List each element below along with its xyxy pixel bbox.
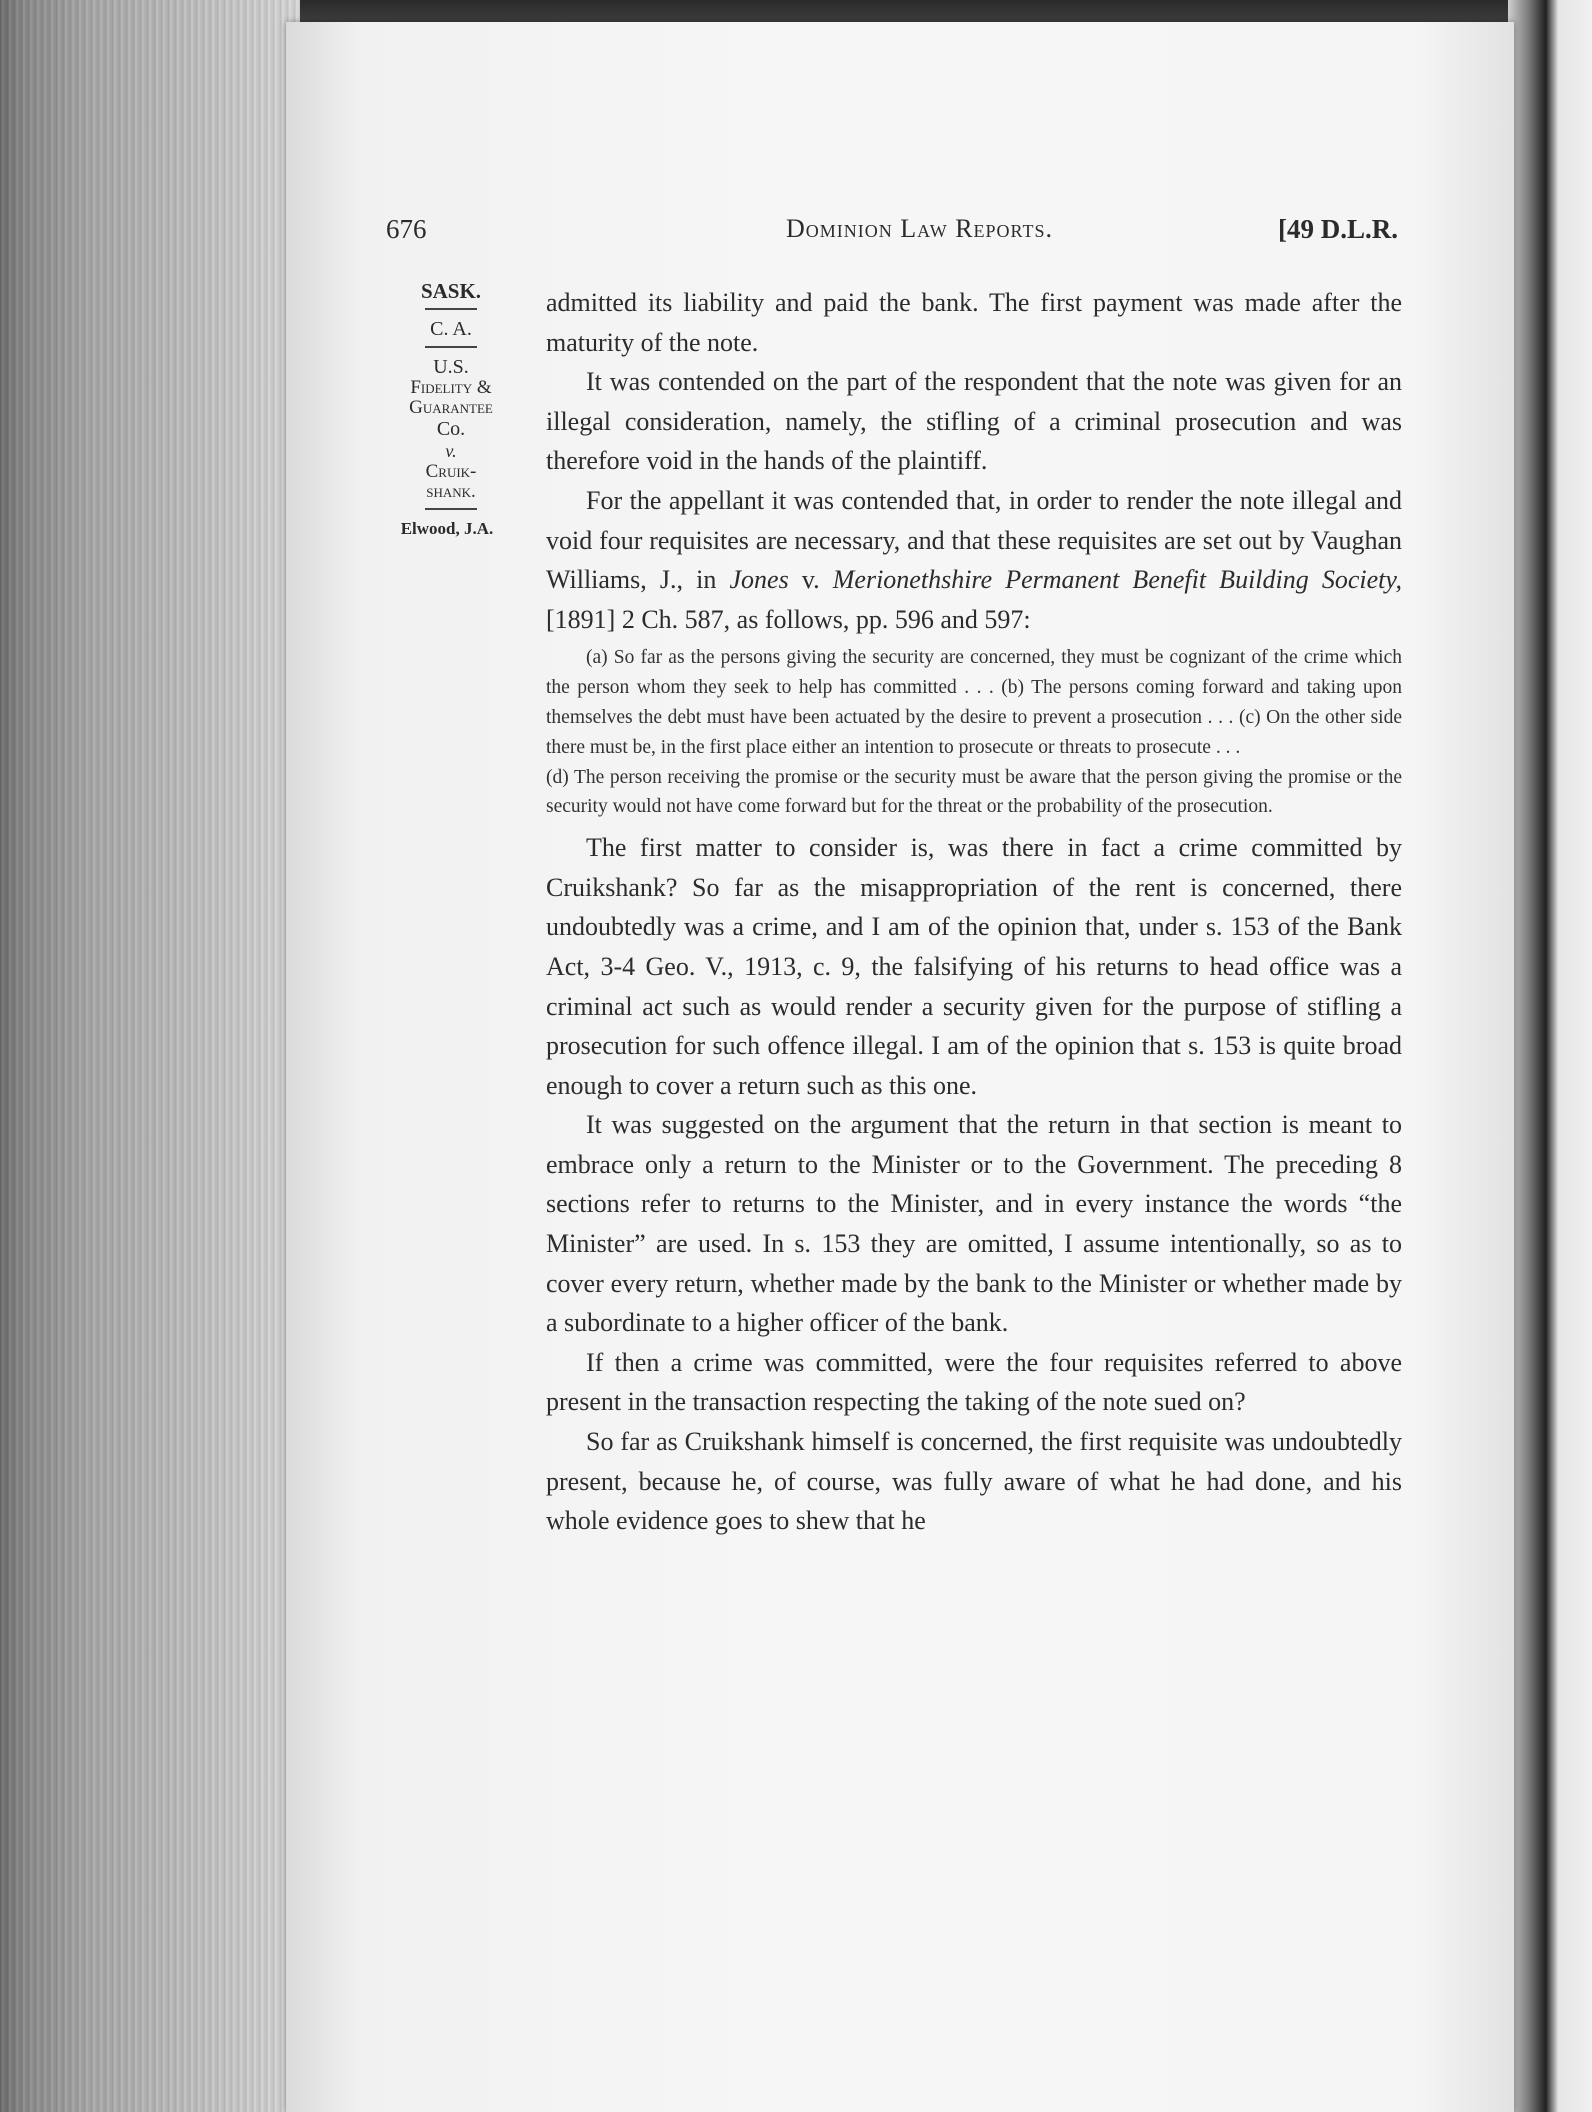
journal-title: Dominion Law Reports. xyxy=(786,214,1053,243)
book-page-edges xyxy=(0,0,300,2112)
case-sidenote xyxy=(386,280,516,540)
versus: v. xyxy=(445,441,457,461)
paragraph: admitted its liability and paid the bank. The first payment was made after the maturity of the note. xyxy=(546,288,1402,357)
divider xyxy=(425,508,477,510)
divider xyxy=(425,308,477,310)
party-line: Fidelity & xyxy=(410,377,492,398)
case-name: Merionethshire Permanent Benefit Building Society, xyxy=(832,565,1402,595)
party-line: shank. xyxy=(426,481,476,502)
quote-paragraph: (d) The person receiving the promise or the security must be aware that the person giving the promise or the security would not have come forward but for the threat or the probability of the prosecution. xyxy=(546,766,1402,818)
block-quote xyxy=(546,643,1402,822)
paragraph xyxy=(546,481,1402,639)
party-line: Co. xyxy=(436,418,466,440)
party-line: Guarantee xyxy=(409,397,493,418)
case-name: Jones xyxy=(729,565,789,595)
quote-paragraph: (a) So far as the persons giving the security are concerned, they must be cognizant of the crime which the person whom they seek to help has committed . . . (b) The persons coming forward and taking upon themselves the debt must have been actuated by the desire to prevent a prosecution . . . (c) On the other side there must be, in the first place either an intention to prosecute or threats to prosecute . . . xyxy=(546,647,1402,758)
running-head xyxy=(386,214,1398,254)
party-line: U.S. xyxy=(433,356,469,378)
paragraph: So far as Cruikshank himself is concerned, the first requisite was undoubtedly present, because he, of course, was fully aware of what he had done, and his whole evidence goes to shew that he xyxy=(546,1427,1402,1536)
page-number: 676 xyxy=(386,214,427,244)
text-run: [1891] 2 Ch. 587, as follows, pp. 596 and 597: xyxy=(546,604,1031,634)
divider xyxy=(425,346,477,348)
paragraph: If then a crime was committed, were the four requisites referred to above present in the transaction respecting the taking of the note sued on? xyxy=(546,1347,1402,1417)
party-line: Cruik- xyxy=(425,461,477,482)
judgment-text xyxy=(546,283,1402,1541)
paragraph: It was suggested on the argument that the return in that section is meant to embrace only a return to the Minister or to the Government. The preceding 8 sections refer to returns to the Minister, and in every instance the words “the Minister” are used. In s. 153 they are omitted, I assume intentionally, so as to cover every return, whether made by the bank to the Minister or whether made by a subordinate to a higher officer of the bank. xyxy=(546,1110,1402,1338)
volume-reference: [49 D.L.R. xyxy=(1278,214,1398,244)
jurisdiction: SASK. xyxy=(420,279,482,303)
paragraph: It was contended on the part of the respondent that the note was given for an illegal consideration, namely, the stifling of a criminal prosecution and was therefore void in the hands of the plaintiff. xyxy=(546,367,1402,476)
text-run: v. xyxy=(788,565,833,595)
judge-name: Elwood, J.A. xyxy=(400,519,494,538)
court: C. A. xyxy=(430,318,472,340)
book-gutter xyxy=(1508,0,1592,2112)
text-run: For the appellant it was contended that, in order to render the note illegal and void four requisites are necessary, and that these requisites are set out by Vaughan Williams, J., in xyxy=(546,485,1402,595)
paragraph: The first matter to consider is, was there in fact a crime committed by Cruikshank? So far as the misappropriation of the rent is concerned, there undoubtedly was a crime, and I am of the opinion that, under s. 153 of the Bank Act, 3-4 Geo. V., 1913, c. 9, the falsifying of his returns to head office was a criminal act such as would render a security given for the purpose of stifling a prosecution for such offence illegal. I am of the opinion that s. 153 is quite broad enough to cover a return such as this one. xyxy=(546,833,1402,1100)
